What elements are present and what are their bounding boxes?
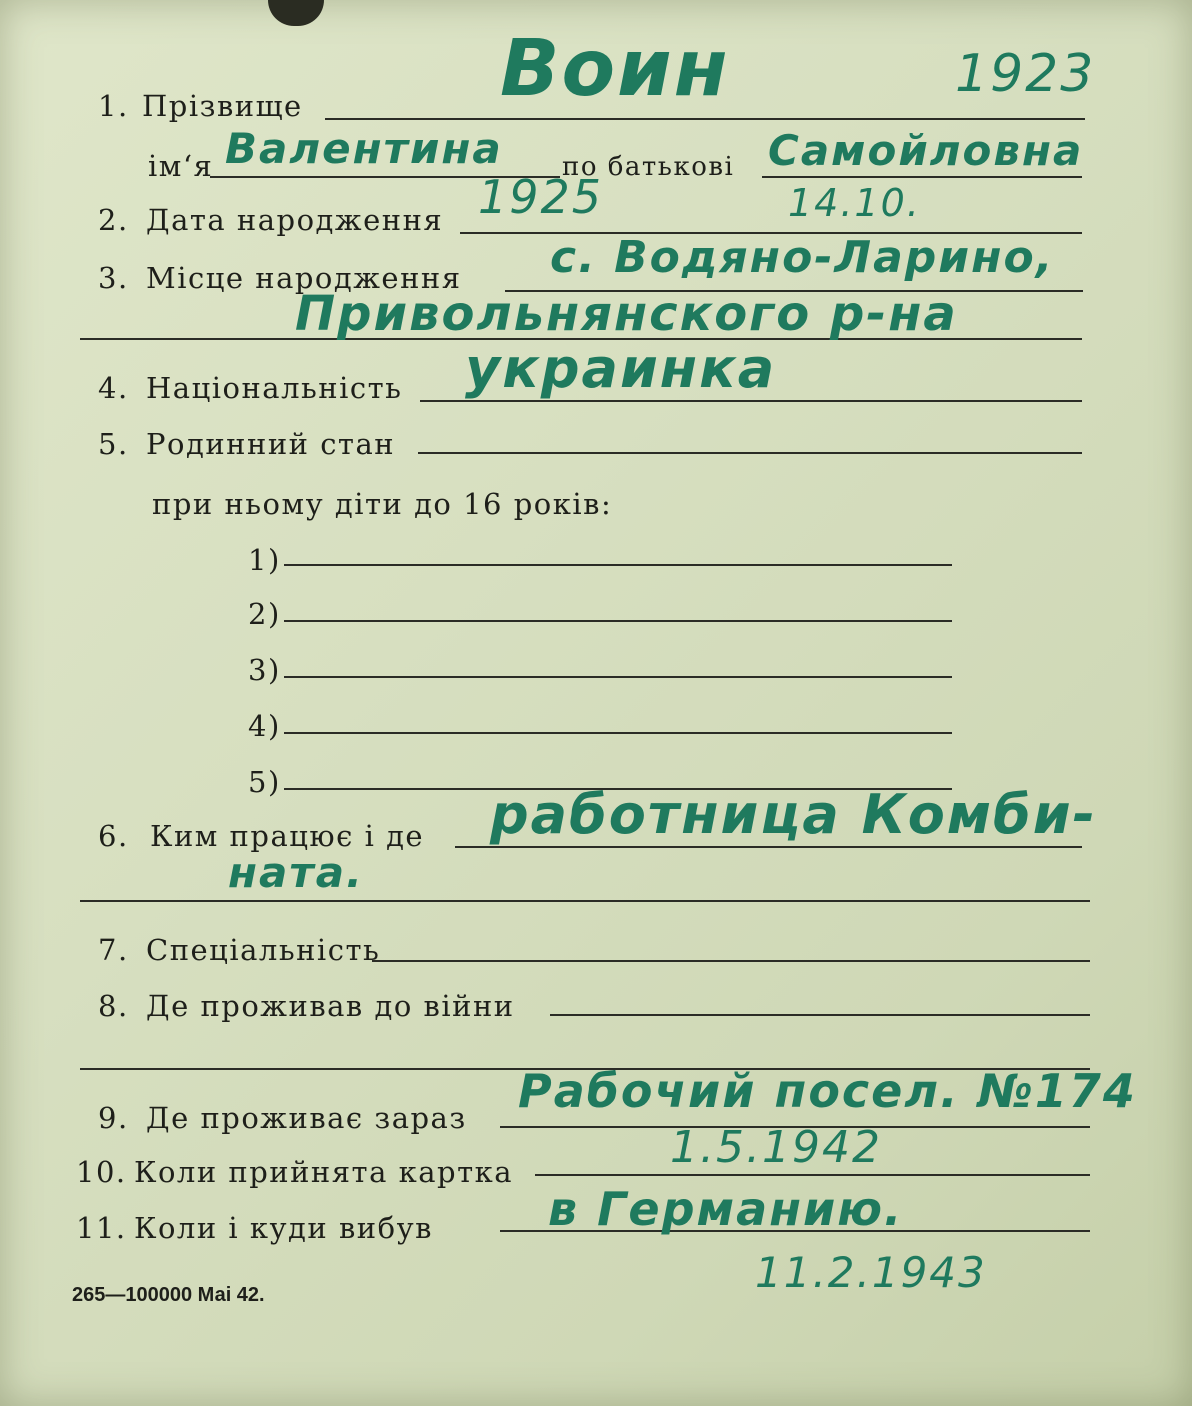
prewar-residence-label: Де проживав до війни	[146, 989, 515, 1023]
child-2-line	[284, 620, 952, 622]
occupation-label: Ким працює і де	[150, 819, 425, 853]
child-3-label: 3)	[248, 653, 281, 687]
patronymic-value: Самойловна	[768, 126, 1084, 175]
field-4-number: 4.	[98, 371, 129, 405]
surname-label: Прізвище	[142, 89, 303, 123]
marital-status-label: Родинний стан	[146, 427, 396, 461]
current-residence-value: Рабочий посел. №174	[518, 1064, 1137, 1118]
card-accepted-label: Коли прийнята картка	[134, 1155, 514, 1189]
departed-value: в Германию.	[548, 1182, 904, 1236]
specialty-line	[372, 960, 1090, 962]
occupation-value: работница Комби-	[490, 783, 1097, 846]
birth-day-value: 14.10.	[788, 181, 921, 225]
field-1-number: 1.	[98, 89, 129, 123]
first-name-value: Валентина	[225, 124, 503, 173]
current-residence-label: Де проживає зараз	[146, 1101, 467, 1135]
nationality-label: Національність	[146, 371, 403, 405]
birth-place-value: с. Водяно-Ларино,	[550, 232, 1055, 283]
child-1-line	[284, 564, 952, 566]
birth-year-note: 1923	[955, 44, 1096, 104]
first-name-label: ім‘я	[148, 149, 214, 183]
card-accepted-line	[535, 1174, 1090, 1176]
occupation-value-2: ната.	[228, 848, 364, 897]
child-1-label: 1)	[248, 543, 281, 577]
field-11-number: 11.	[76, 1211, 127, 1245]
child-3-line	[284, 676, 952, 678]
nationality-value: украинка	[465, 337, 777, 400]
departed-date-value: 11.2.1943	[755, 1248, 987, 1297]
departed-label: Коли і куди вибув	[134, 1211, 433, 1245]
birth-place-label: Місце народження	[146, 261, 462, 295]
children-label: при ньому діти до 16 років:	[152, 487, 613, 521]
print-run-footer: 265—100000 Маі 42.	[72, 1284, 265, 1306]
occupation-line	[455, 846, 1082, 848]
nationality-line	[420, 400, 1082, 402]
occupation-line-2	[80, 900, 1090, 902]
birth-place-value-2: Привольнянского р-на	[295, 286, 958, 342]
birth-year-value: 1925	[478, 170, 604, 224]
patronymic-label: по батькові	[562, 152, 735, 182]
child-4-line	[284, 732, 952, 734]
specialty-label: Спеціальність	[146, 933, 381, 967]
field-2-number: 2.	[98, 203, 129, 237]
child-5-label: 5)	[248, 765, 281, 799]
child-4-label: 4)	[248, 709, 281, 743]
birth-date-label: Дата народження	[146, 203, 444, 237]
marital-status-line	[418, 452, 1082, 454]
surname-line	[325, 118, 1085, 120]
prewar-residence-line	[550, 1014, 1090, 1016]
field-8-number: 8.	[98, 989, 129, 1023]
field-9-number: 9.	[98, 1101, 129, 1135]
child-2-label: 2)	[248, 597, 281, 631]
field-3-number: 3.	[98, 261, 129, 295]
surname-value: Воин	[500, 24, 730, 114]
card-accepted-value: 1.5.1942	[670, 1122, 882, 1173]
punch-notch	[268, 0, 324, 26]
field-7-number: 7.	[98, 933, 129, 967]
field-5-number: 5.	[98, 427, 129, 461]
field-10-number: 10.	[76, 1155, 127, 1189]
patronymic-line	[762, 176, 1082, 178]
field-6-number: 6.	[98, 819, 129, 853]
